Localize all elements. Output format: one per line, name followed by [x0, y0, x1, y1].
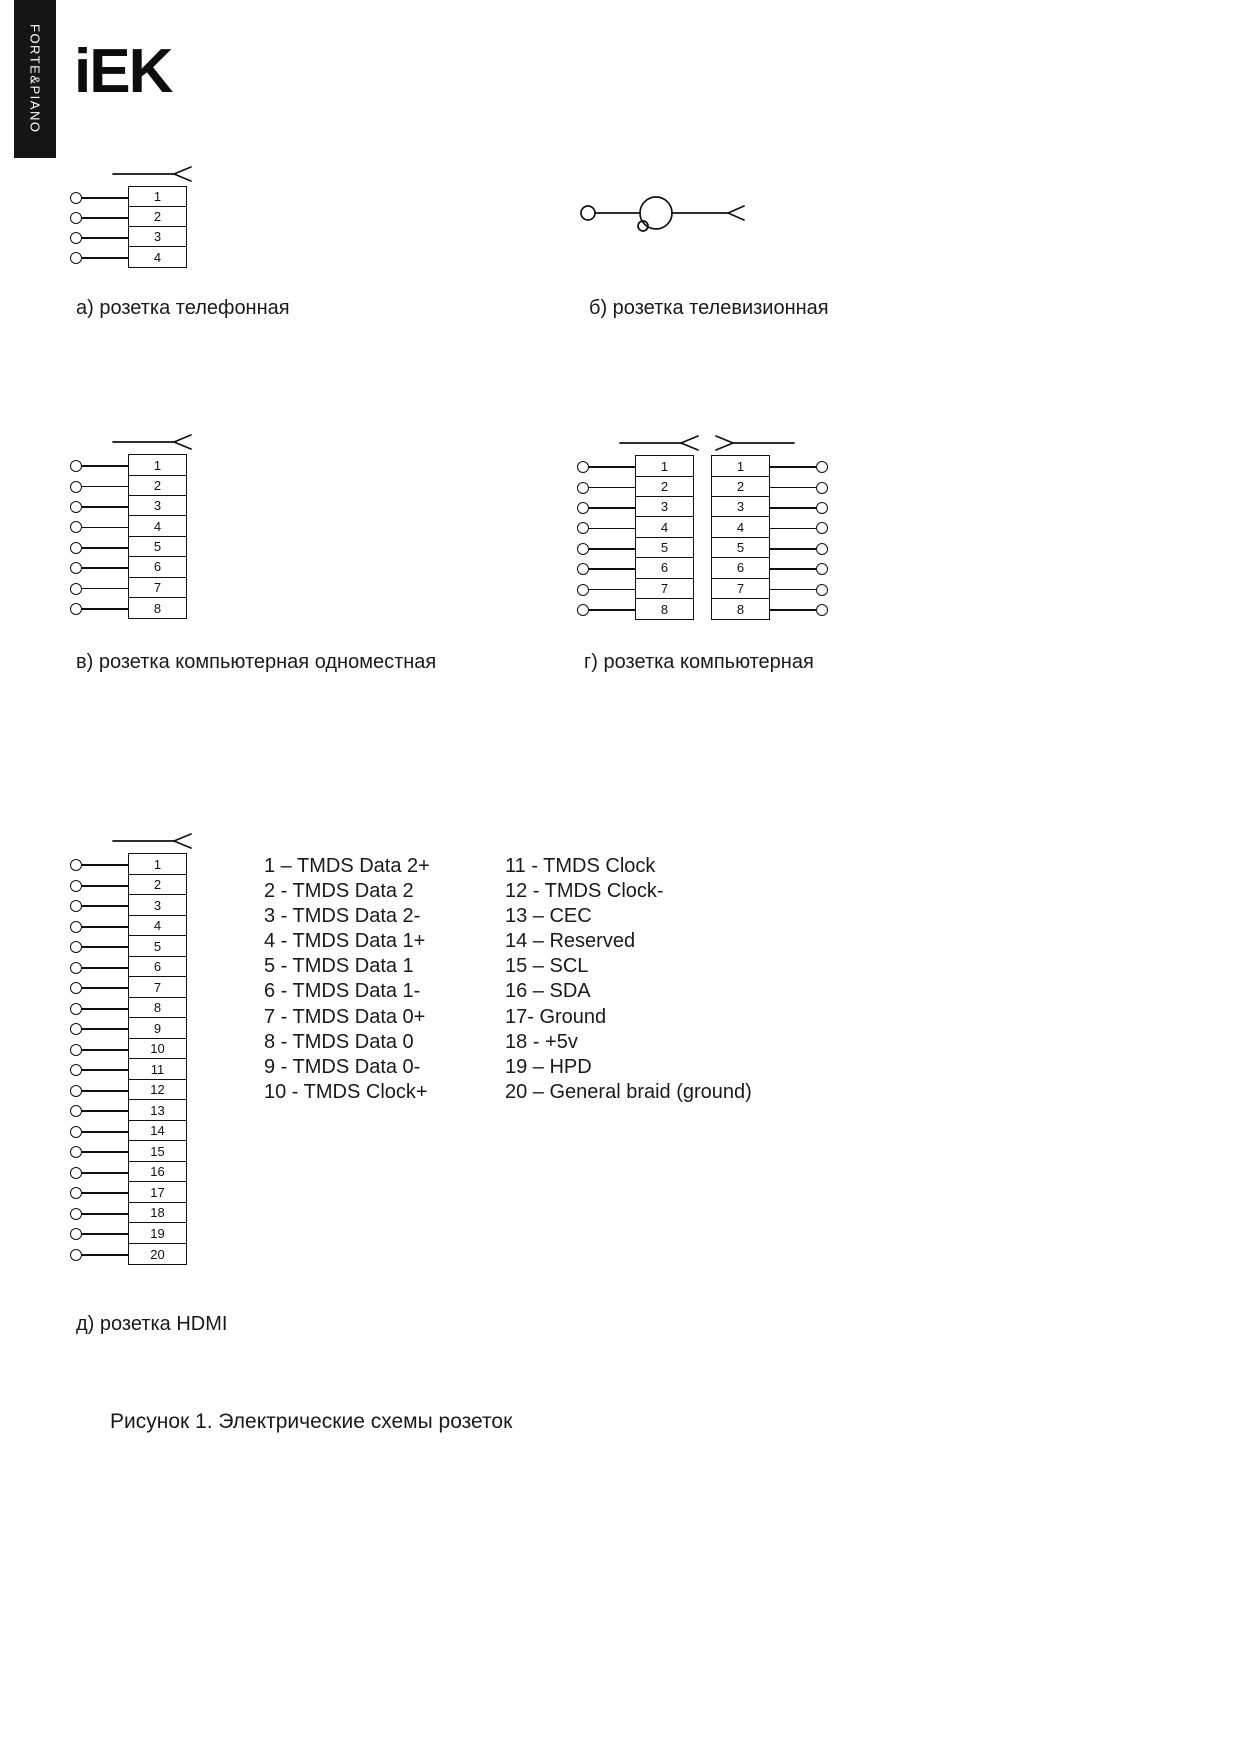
- pin-cell: 2: [712, 477, 769, 497]
- pin-cell: 10: [129, 1039, 186, 1060]
- computer-socket-double-label: г) розетка компьютерная: [584, 651, 814, 673]
- terminal-circle-icon: [577, 482, 589, 494]
- wire-line: [589, 487, 635, 489]
- pin-description: 7 - TMDS Data 0+: [264, 1005, 426, 1028]
- wire-line: [589, 609, 635, 611]
- wire-line: [82, 465, 128, 467]
- pin-cell: 7: [129, 578, 186, 598]
- terminal-circle-icon: [816, 563, 828, 575]
- connector-body: [70, 188, 194, 268]
- pin-description: 2 - TMDS Data 2: [264, 880, 414, 903]
- terminal-circle-icon: [70, 562, 82, 574]
- terminal-leads: [70, 188, 128, 268]
- wire-line: [82, 1028, 128, 1030]
- pin-lead: [70, 1101, 128, 1122]
- pin-lead: [70, 476, 128, 496]
- pin-lead: [70, 228, 128, 248]
- pin-lead: [70, 1245, 128, 1266]
- wire-line: [770, 528, 816, 530]
- pin-cell: 15: [129, 1141, 186, 1162]
- plug-fork-icon: [619, 433, 701, 451]
- pin-lead: [70, 558, 128, 578]
- pin-lead: [70, 1224, 128, 1245]
- pin-cell: 5: [129, 936, 186, 957]
- wire-line: [82, 486, 128, 488]
- terminal-circle-icon: [577, 604, 589, 616]
- pin-description: 13 – CEC: [505, 905, 592, 928]
- pin-description: 6 - TMDS Data 1-: [264, 980, 421, 1003]
- pin-block: [711, 455, 770, 620]
- wire-line: [589, 568, 635, 570]
- terminal-circle-icon: [70, 460, 82, 472]
- terminal-circle-icon: [577, 563, 589, 575]
- terminal-circle-icon: [816, 522, 828, 534]
- pin-cell: 5: [636, 538, 693, 558]
- telephone-socket-diagram: [70, 164, 194, 268]
- pin-cell: 3: [712, 497, 769, 517]
- pin-description: 1 – TMDS Data 2+: [264, 855, 430, 877]
- pin-lead: [577, 600, 635, 620]
- pin-cell: 7: [129, 977, 186, 998]
- pin-description: 14 – Reserved: [505, 930, 636, 953]
- pin-lead: [770, 600, 828, 620]
- pin-lead: [577, 498, 635, 518]
- connector-body: [70, 855, 194, 1265]
- computer-socket-double-right-diagram: [711, 433, 828, 620]
- pin-lead: [770, 477, 828, 497]
- terminal-leads: [70, 456, 128, 619]
- hdmi-pin-descriptions-col1: [264, 854, 430, 1105]
- wire-line: [589, 548, 635, 550]
- terminal-circle-icon: [816, 482, 828, 494]
- hdmi-socket-label: д) розетка HDMI: [76, 1313, 228, 1335]
- brand-spine: [14, 0, 56, 158]
- pin-lead: [577, 518, 635, 538]
- hdmi-pin-descriptions-col2: [505, 854, 752, 1105]
- pin-cell: 13: [129, 1100, 186, 1121]
- wire-line: [82, 1172, 128, 1174]
- pin-lead: [70, 937, 128, 958]
- pin-cell: 11: [129, 1059, 186, 1080]
- tv-coil-icon: [640, 197, 672, 229]
- pin-description: 16 – SDA: [505, 980, 591, 1003]
- wire-line: [770, 589, 816, 591]
- pin-cell: 1: [129, 854, 186, 875]
- terminal-circle-icon: [70, 982, 82, 994]
- wire-line: [82, 1049, 128, 1051]
- plug-fork-icon: [112, 432, 194, 450]
- plug-fork-icon: [112, 831, 194, 849]
- pin-lead: [70, 1081, 128, 1102]
- wire-line: [82, 946, 128, 948]
- pin-lead: [70, 855, 128, 876]
- terminal-circle-icon: [581, 206, 595, 220]
- plug-fork-icon: [112, 164, 194, 182]
- pin-cell: 3: [129, 895, 186, 916]
- pin-cell: 3: [129, 496, 186, 516]
- wire-line: [770, 507, 816, 509]
- terminal-circle-icon: [70, 941, 82, 953]
- pin-cell: 5: [129, 537, 186, 557]
- wire-line: [589, 466, 635, 468]
- wire-line: [589, 589, 635, 591]
- pin-cell: 18: [129, 1203, 186, 1224]
- wire-line: [82, 217, 128, 219]
- terminal-circle-icon: [577, 522, 589, 534]
- wire-line: [82, 608, 128, 610]
- pin-cell: 4: [153, 249, 162, 265]
- computer-socket-double-left-diagram: [577, 433, 701, 620]
- pin-lead: [770, 518, 828, 538]
- terminal-circle-icon: [816, 543, 828, 555]
- pin-description: 9 - TMDS Data 0-: [264, 1055, 421, 1078]
- terminal-leads: [770, 457, 828, 620]
- pin-lead: [70, 188, 128, 208]
- pin-cell: 17: [129, 1182, 186, 1203]
- series-label: FORTE&PIANO: [27, 24, 43, 134]
- wire-line: [770, 466, 816, 468]
- terminal-circle-icon: [70, 232, 82, 244]
- pin-lead: [70, 1019, 128, 1040]
- pin-lead: [577, 539, 635, 559]
- terminal-circle-icon: [70, 1044, 82, 1056]
- pin-description: 19 – HPD: [505, 1055, 592, 1078]
- terminal-circle-icon: [70, 542, 82, 554]
- pin-cell: 19: [129, 1223, 186, 1244]
- pin-lead: [70, 1040, 128, 1061]
- terminal-circle-icon: [70, 1228, 82, 1240]
- pin-lead: [70, 1163, 128, 1184]
- terminal-circle-icon: [70, 521, 82, 533]
- terminal-circle-icon: [816, 461, 828, 473]
- wire-line: [589, 528, 635, 530]
- tv-socket-diagram: [578, 190, 748, 236]
- terminal-circle-icon: [70, 212, 82, 224]
- terminal-circle-icon: [70, 1085, 82, 1097]
- pin-lead: [70, 1122, 128, 1143]
- tv-socket-label: б) розетка телевизионная: [589, 297, 829, 319]
- terminal-circle-icon: [70, 1105, 82, 1117]
- pin-cell: 1: [712, 456, 769, 476]
- pin-lead: [770, 559, 828, 579]
- wire-line: [82, 1192, 128, 1194]
- wire-line: [82, 1008, 128, 1010]
- terminal-circle-icon: [70, 1208, 82, 1220]
- terminal-circle-icon: [70, 1249, 82, 1261]
- wire-line: [82, 1090, 128, 1092]
- hdmi-socket-diagram: [70, 831, 194, 1265]
- pin-lead: [770, 579, 828, 599]
- pin-cell: 2: [636, 477, 693, 497]
- terminal-circle-icon: [70, 481, 82, 493]
- terminal-circle-icon: [70, 962, 82, 974]
- terminal-circle-icon: [577, 502, 589, 514]
- terminal-circle-icon: [70, 859, 82, 871]
- pin-description: 15 – SCL: [505, 955, 589, 978]
- pin-cell: 7: [636, 579, 693, 599]
- pin-cell: 4: [712, 517, 769, 537]
- pin-block: [128, 853, 187, 1265]
- wire-line: [82, 1233, 128, 1235]
- terminal-circle-icon: [70, 900, 82, 912]
- terminal-circle-icon: [816, 604, 828, 616]
- wire-line: [82, 1110, 128, 1112]
- terminal-circle-icon: [70, 252, 82, 264]
- wire-line: [82, 197, 128, 199]
- terminal-circle-icon: [70, 1126, 82, 1138]
- pin-description: 12 - TMDS Clock-: [505, 880, 664, 903]
- pin-description: 17- Ground: [505, 1005, 607, 1028]
- pin-description: 10 - TMDS Clock+: [264, 1080, 428, 1103]
- pin-description: 8 - TMDS Data 0: [264, 1030, 414, 1053]
- plug-fork-icon: [713, 433, 795, 451]
- wire-line: [82, 237, 128, 239]
- pin-lead: [577, 457, 635, 477]
- terminal-circle-icon: [70, 1167, 82, 1179]
- pin-cell: 5: [712, 538, 769, 558]
- terminal-circle-icon: [70, 880, 82, 892]
- wire-line: [82, 864, 128, 866]
- pin-lead: [70, 958, 128, 979]
- terminal-circle-icon: [816, 584, 828, 596]
- wire-line: [770, 568, 816, 570]
- wire-line: [589, 507, 635, 509]
- terminal-circle-icon: [70, 921, 82, 933]
- pin-cell: 3: [636, 497, 693, 517]
- pin-cell: 14: [129, 1121, 186, 1142]
- pin-cell: 7: [712, 579, 769, 599]
- wire-line: [82, 967, 128, 969]
- pin-lead: [70, 876, 128, 897]
- pin-lead: [70, 1142, 128, 1163]
- pin-cell: 12: [129, 1080, 186, 1101]
- pin-lead: [577, 477, 635, 497]
- wire-line: [82, 885, 128, 887]
- pin-cell: 4: [636, 517, 693, 537]
- terminal-circle-icon: [577, 543, 589, 555]
- pin-lead: [770, 498, 828, 518]
- pin-cell: 8: [660, 601, 669, 617]
- pin-cell: 6: [712, 558, 769, 578]
- wire-line: [82, 257, 128, 259]
- pin-lead: [70, 538, 128, 558]
- pin-lead: [70, 497, 128, 517]
- terminal-circle-icon: [70, 1064, 82, 1076]
- wire-line: [770, 609, 816, 611]
- pin-block: [128, 186, 187, 268]
- pin-description: 3 - TMDS Data 2-: [264, 905, 421, 928]
- pin-cell: 3: [129, 227, 186, 247]
- terminal-circle-icon: [816, 502, 828, 514]
- wire-line: [82, 1254, 128, 1256]
- terminal-circle-icon: [577, 584, 589, 596]
- pin-lead: [70, 456, 128, 476]
- iek-logo: iEK: [74, 37, 172, 106]
- pin-lead: [70, 208, 128, 228]
- connector-body: [577, 457, 701, 620]
- pin-lead: [770, 539, 828, 559]
- pin-cell: 1: [129, 455, 186, 475]
- pin-cell: 20: [150, 1246, 165, 1262]
- pin-cell: 2: [129, 207, 186, 227]
- wire-line: [82, 567, 128, 569]
- terminal-circle-icon: [70, 583, 82, 595]
- wire-line: [82, 1213, 128, 1215]
- terminal-circle-icon: [70, 1003, 82, 1015]
- pin-cell: 6: [636, 558, 693, 578]
- pin-cell: 4: [129, 916, 186, 937]
- pin-lead: [70, 248, 128, 268]
- wire-line: [82, 506, 128, 508]
- pin-lead: [577, 559, 635, 579]
- pin-lead: [70, 978, 128, 999]
- pin-cell: 4: [129, 516, 186, 536]
- computer-socket-single-diagram: [70, 432, 194, 619]
- terminal-circle-icon: [577, 461, 589, 473]
- pin-lead: [577, 579, 635, 599]
- pin-lead: [70, 517, 128, 537]
- pin-cell: 6: [129, 557, 186, 577]
- terminal-circle-icon: [70, 1146, 82, 1158]
- pin-lead: [70, 917, 128, 938]
- wire-line: [82, 1131, 128, 1133]
- computer-socket-single-label: в) розетка компьютерная одноместная: [76, 651, 437, 673]
- telephone-socket-label: а) розетка телефонная: [76, 297, 290, 319]
- pin-lead: [770, 457, 828, 477]
- pin-block: [635, 455, 694, 620]
- terminal-circle-icon: [70, 603, 82, 615]
- terminal-circle-icon: [70, 501, 82, 513]
- wire-line: [770, 487, 816, 489]
- pin-cell: 2: [129, 476, 186, 496]
- connector-body: [711, 457, 828, 620]
- pin-cell: 8: [736, 601, 745, 617]
- pin-lead: [70, 1204, 128, 1225]
- pin-cell: 1: [129, 187, 186, 207]
- terminal-leads: [577, 457, 635, 620]
- pin-cell: 8: [153, 600, 162, 616]
- pin-lead: [70, 1060, 128, 1081]
- wire-line: [770, 548, 816, 550]
- pin-description: 11 - TMDS Clock: [505, 855, 656, 877]
- wire-line: [82, 905, 128, 907]
- terminal-circle-icon: [70, 1187, 82, 1199]
- wire-line: [82, 527, 128, 529]
- pin-block: [128, 454, 187, 619]
- terminal-leads: [70, 855, 128, 1265]
- pin-cell: 1: [636, 456, 693, 476]
- connector-body: [70, 456, 194, 619]
- pin-lead: [70, 578, 128, 598]
- wire-line: [82, 588, 128, 590]
- pin-cell: 9: [129, 1018, 186, 1039]
- pin-description: 20 – General braid (ground): [505, 1080, 752, 1103]
- wire-line: [82, 1151, 128, 1153]
- wire-line: [82, 987, 128, 989]
- wire-line: [82, 1069, 128, 1071]
- pin-cell: 16: [129, 1162, 186, 1183]
- wire-line: [82, 547, 128, 549]
- pin-lead: [70, 1183, 128, 1204]
- pin-lead: [70, 599, 128, 619]
- pin-cell: 8: [129, 998, 186, 1019]
- pin-lead: [70, 999, 128, 1020]
- pin-cell: 6: [129, 957, 186, 978]
- pin-description: 5 - TMDS Data 1: [264, 955, 414, 978]
- wire-line: [82, 926, 128, 928]
- pin-description: 4 - TMDS Data 1+: [264, 930, 426, 953]
- figure-caption: Рисунок 1. Электрические схемы розеток: [110, 1410, 513, 1433]
- terminal-circle-icon: [70, 192, 82, 204]
- pin-lead: [70, 896, 128, 917]
- pin-cell: 2: [129, 875, 186, 896]
- terminal-circle-icon: [70, 1023, 82, 1035]
- pin-description: 18 - +5v: [505, 1030, 578, 1053]
